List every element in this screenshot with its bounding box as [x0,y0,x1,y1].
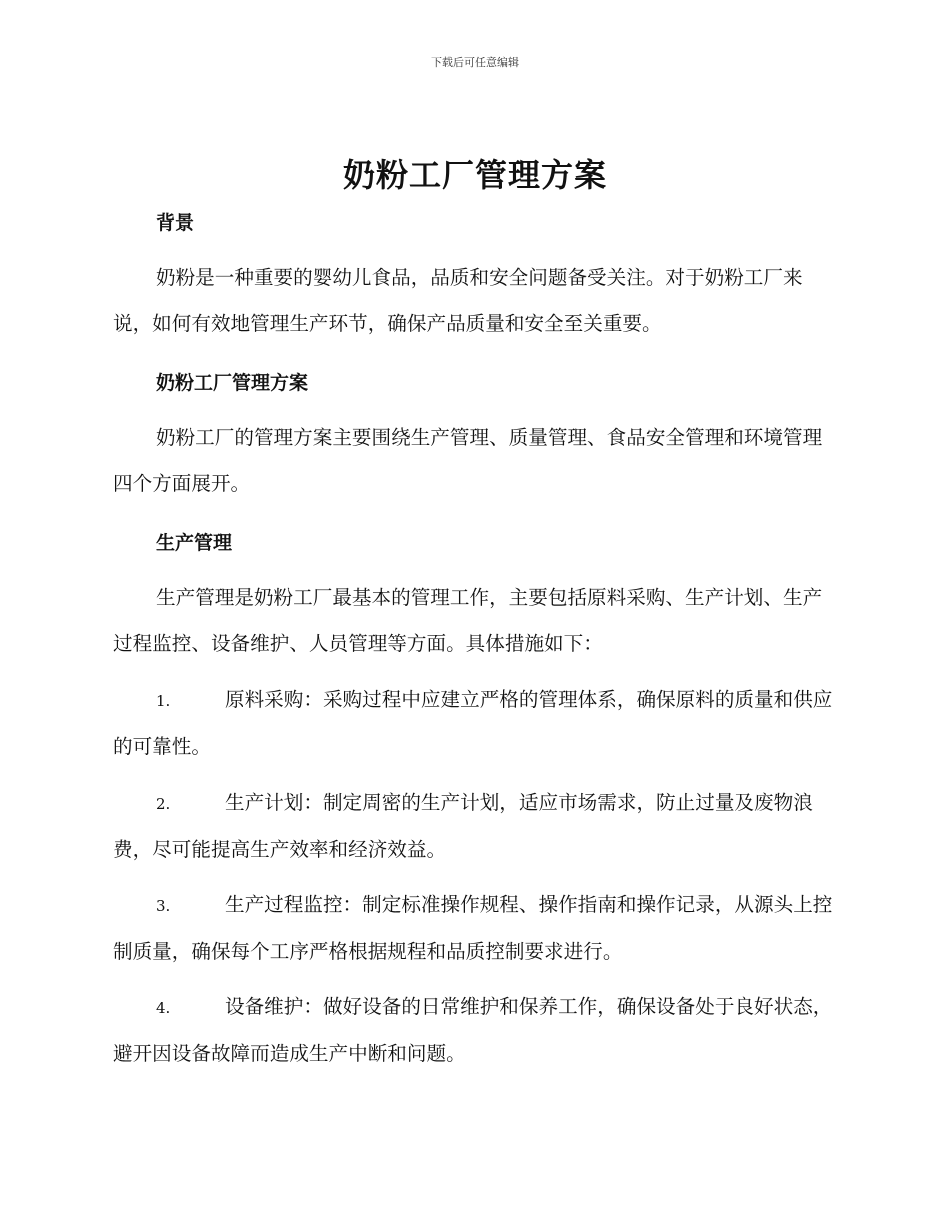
document-title: 奶粉工厂管理方案 [342,156,607,194]
paragraph-production: 生产管理是奶粉工厂最基本的管理工作，主要包括原料采购、生产计划、生产过程监控、设备维护、人员管理等方面。具体措施如下： [113,586,823,655]
list-item-text: 生产计划：制定周密的生产计划，适应市场需求，防止过量及废物浪费，尽可能提高生产效率和经济效益。 [113,791,813,861]
list-item [113,677,833,770]
paragraph-background: 奶粉是一种重要的婴幼儿食品，品质和安全问题备受关注。对于奶粉工厂来说，如何有效地管理生产环节，确保产品质量和安全至关重要。 [113,266,803,335]
list-item [113,780,833,873]
list-item-text: 原料采购：采购过程中应建立严格的管理体系，确保原料的质量和供应的可靠性。 [113,688,833,758]
list-item [113,984,833,1077]
list-item-number: 3. [156,897,171,915]
section-heading-plan: 奶粉工厂管理方案 [156,372,309,394]
list-item [113,882,833,975]
list-item-number: 1. [156,692,171,710]
header-note: 下载后可任意编辑 [431,56,519,69]
paragraph-plan: 奶粉工厂的管理方案主要围绕生产管理、质量管理、食品安全管理和环境管理四个方面展开。 [113,426,823,495]
section-heading-background: 背景 [156,212,195,234]
section-heading-production: 生产管理 [156,532,233,554]
list-item-number: 2. [156,795,171,813]
list-item-number: 4. [156,999,171,1017]
list-item-text: 设备维护：做好设备的日常维护和保养工作，确保设备处于良好状态，避开因设备故障而造成生产中断和问题。 [113,995,833,1065]
list-item-text: 生产过程监控：制定标准操作规程、操作指南和操作记录，从源头上控制质量，确保每个工序严格根据规程和品质控制要求进行。 [113,893,833,963]
